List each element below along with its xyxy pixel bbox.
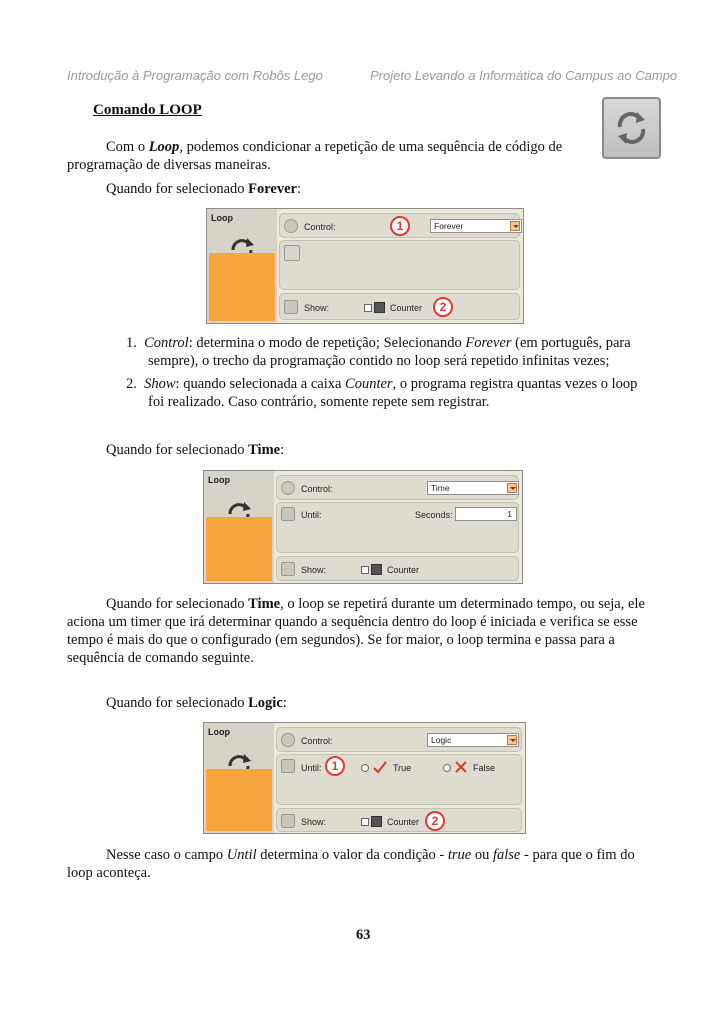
display-icon [281, 814, 295, 828]
loop-config-panel-time [203, 470, 523, 584]
time-paragraph-line-3: tempo é mais do que o configurado (em segundos). Se for maior, o loop termina e passa para a [67, 632, 615, 648]
checkmark-icon [372, 759, 388, 775]
marker-1: 1 [325, 756, 345, 776]
counter-checkbox[interactable] [364, 304, 372, 312]
logic-heading: Quando for selecionado Logic: [106, 695, 287, 711]
control-label: Control: [301, 484, 333, 494]
chevron-down-icon [510, 221, 520, 231]
show-label: Show: [301, 565, 327, 575]
list-item-2-line-2: foi realizado. Caso contrário, somente repete sem registrar. [148, 394, 490, 410]
page-number: 63 [356, 927, 371, 943]
time-heading: Quando for selecionado Time: [106, 442, 285, 458]
show-label: Show: [301, 817, 327, 827]
show-label: Show: [304, 303, 330, 313]
marker-2: 2 [425, 811, 445, 831]
control-row [276, 727, 522, 752]
logic-icon [281, 759, 295, 773]
control-row [279, 213, 520, 238]
panel-title: Loop [208, 727, 230, 737]
running-header-right: Projeto Levando a Informática do Campus ao Campo [370, 68, 678, 83]
loop-orange-block [206, 517, 272, 581]
show-row [276, 556, 519, 581]
seconds-input[interactable]: 1 [455, 507, 517, 521]
list-item-1-line-1: 1. Control: determina o modo de repetição; Selecionando Forever (em português, para [126, 335, 631, 351]
running-header-left: Introdução à Programação com Robôs Lego [67, 68, 323, 83]
control-select-value: Logic [431, 735, 452, 745]
counter-label: Counter [387, 565, 420, 575]
display-icon [284, 300, 298, 314]
loop-orange-block [206, 769, 272, 831]
control-label: Control: [301, 736, 333, 746]
section-title: Comando LOOP [93, 102, 202, 118]
time-paragraph-line-1: Quando for selecionado Time, o loop se repetirá durante um determinado tempo, ou seja, ele [106, 596, 645, 612]
control-select[interactable] [427, 733, 519, 747]
counter-icon [374, 302, 385, 313]
counter-label: Counter [390, 303, 423, 313]
panel-title: Loop [211, 213, 233, 223]
false-radio[interactable] [443, 764, 451, 772]
until-row [276, 502, 519, 553]
forever-heading: Quando for selecionado Forever: [106, 181, 302, 197]
until-label: Until: [301, 510, 322, 520]
control-select[interactable] [427, 481, 519, 495]
control-row [276, 475, 519, 500]
control-select-value: Forever [434, 221, 464, 231]
loop-config-panel-logic [203, 722, 526, 834]
condition-row-empty [279, 240, 520, 290]
eye-icon [281, 481, 295, 495]
time-paragraph-line-2: aciona um timer que irá determinar quando a sequência dentro do loop é iniciada e verifica se esse [67, 614, 638, 630]
control-label: Control: [304, 222, 336, 232]
true-radio[interactable] [361, 764, 369, 772]
counter-icon [371, 564, 382, 575]
loop-config-panel-forever [206, 208, 524, 324]
chevron-down-icon [507, 735, 517, 745]
marker-2: 2 [433, 297, 453, 317]
until-label: Until: [301, 763, 322, 773]
panel-sidebar [204, 723, 274, 833]
eye-icon [281, 733, 295, 747]
counter-label: Counter [387, 817, 420, 827]
blank-icon [284, 245, 300, 261]
marker-1: 1 [390, 216, 410, 236]
panel-sidebar [207, 209, 277, 323]
time-paragraph-line-4: sequência de comando seguinte. [67, 650, 254, 666]
false-label: False [473, 763, 496, 773]
counter-checkbox[interactable] [361, 818, 369, 826]
chevron-down-icon [507, 483, 517, 493]
cross-icon [453, 759, 469, 775]
show-row [279, 293, 520, 320]
hourglass-icon [281, 507, 295, 521]
list-item-2-line-1: 2. Show: quando selecionada a caixa Counter, o programa registra quantas vezes o loop [126, 376, 638, 392]
intro-line-2: programação de diversas maneiras. [67, 157, 271, 173]
final-paragraph-line-2: loop aconteça. [67, 865, 151, 881]
control-select-value: Time [431, 483, 450, 493]
eye-icon [284, 219, 298, 233]
list-item-1-line-2: sempre), o trecho da programação contido no loop será repetido infinitas vezes; [148, 353, 610, 369]
counter-checkbox[interactable] [361, 566, 369, 574]
loop-block-icon [602, 97, 661, 159]
intro-line-1: Com o Loop, podemos condicionar a repetição de uma sequência de código de [106, 139, 563, 155]
true-label: True [393, 763, 412, 773]
until-row [276, 754, 522, 805]
panel-sidebar [204, 471, 274, 583]
seconds-label: Seconds: [415, 510, 453, 520]
show-row [276, 808, 522, 832]
final-paragraph-line-1: Nesse caso o campo Until determina o valor da condição - true ou false - para que o fim do [106, 847, 635, 863]
loop-orange-block [209, 253, 275, 321]
panel-title: Loop [208, 475, 230, 485]
display-icon [281, 562, 295, 576]
counter-icon [371, 816, 382, 827]
control-select[interactable] [430, 219, 522, 233]
